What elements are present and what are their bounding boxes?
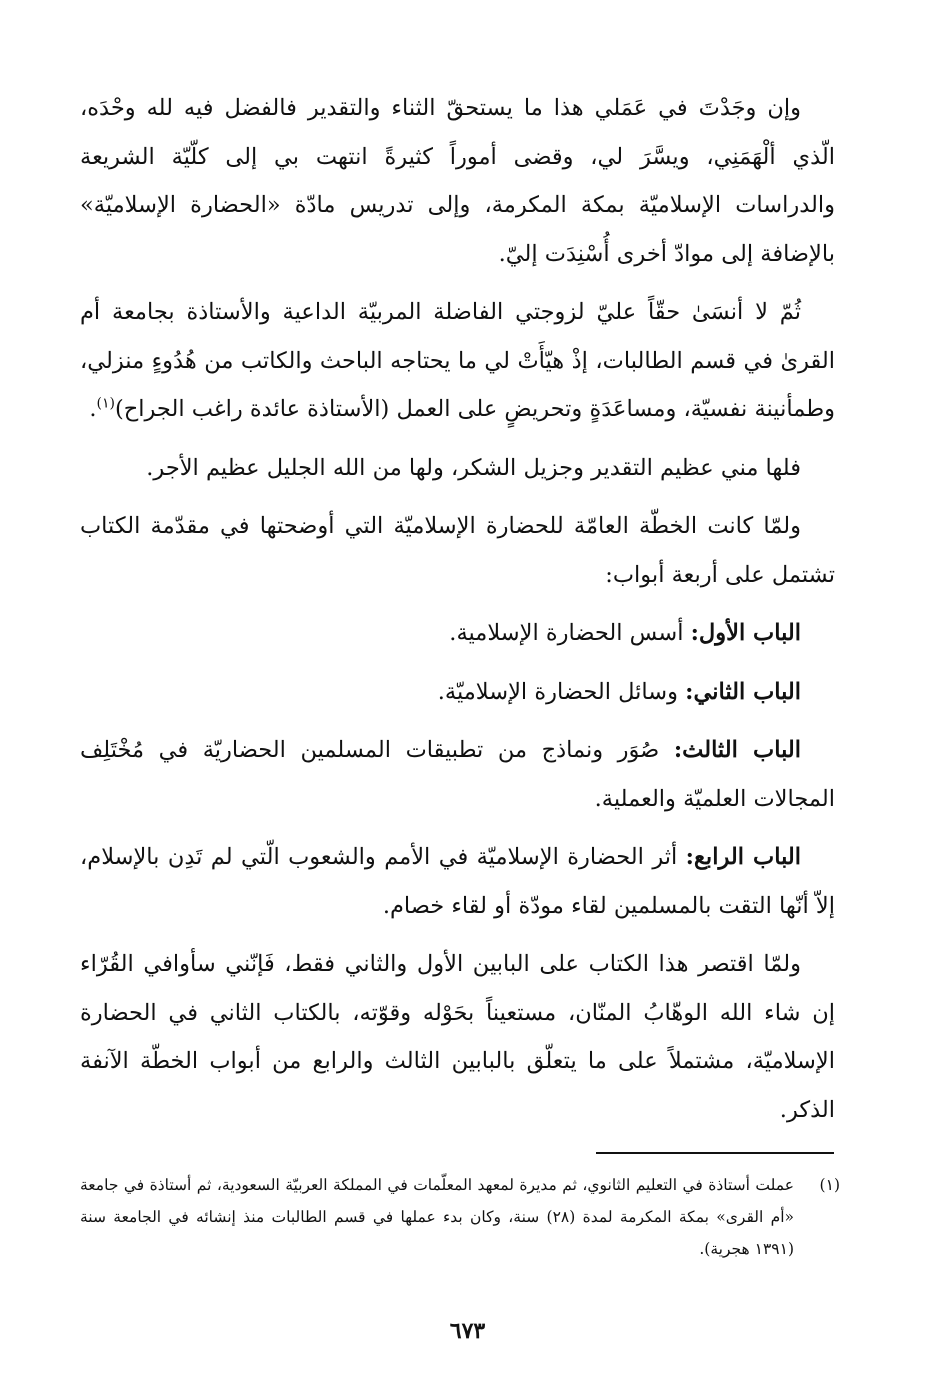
chapter-4-label: الباب الرابع: xyxy=(685,844,801,870)
page-number: ٦٧٣ xyxy=(449,1318,486,1344)
chapter-2-title: وسائل الحضارة الإسلاميّة. xyxy=(437,678,678,705)
chapter-4-title: أثر الحضارة الإسلاميّة في الأمم والشعوب الّتي لم تَدِن بالإسلام، إلاّ أنّها التقت بالمسلمين لقاء مودّة أو لقاء خصام. xyxy=(80,844,835,919)
paragraph-3: فلها مني عظيم التقدير وجزيل الشكر، ولها من الله الجليل عظيم الأجر. xyxy=(146,454,801,481)
main-text xyxy=(80,84,835,1144)
chapter-3-title: صُوَر ونماذج من تطبيقات المسلمين الحضاريّة في مُخْتَلِف المجالات العلميّة والعملية. xyxy=(80,737,835,812)
chapter-2-label: الباب الثاني: xyxy=(685,678,801,705)
paragraph-1: وإن وجَدْتَ في عَمَلي هذا ما يستحقّ الثناء والتقدير فالفضل فيه لله وحْدَه، الّذي ألْهَمَنِي، ويسَّرَ لي، وقضى أموراً كثيرةً انتهت بي إلى كلّيّة الشريعة والدراسات الإسلاميّة بمكة المكرمة، وإلى تدريس مادّة «الحضارة الإسلاميّة» بالإضافة إلى موادّ أخرى أُسْنِدَت إليّ. xyxy=(80,95,835,267)
chapter-3 xyxy=(80,726,835,823)
chapter-1 xyxy=(80,609,835,658)
chapter-1-label: الباب الأول: xyxy=(690,620,801,646)
footnote-text: عملت أستاذة في التعليم الثانوي، ثم مديرة لمعهد المعلّمات في المملكة العربيّة السعودية، ثم أستاذة في جامعة «أم القرى» بمكة المكرمة لمدة (٢٨) سنة، وكان بدء عملها في قسم الطالبات منذ إنشائه في الجامعة سنة (١٣٩١ هجرية). xyxy=(80,1176,795,1258)
paragraph-5: ولمّا اقتصر هذا الكتاب على البابين الأول والثاني فقط، فَإنّني سأوافي القُرّاء إن شاء الله الوهّابُ المنّان، مستعيناً بحَوْله وقوّته، بالكتاب الثاني في الحضارة الإسلاميّة، مشتملاً على ما يتعلّق بالبابين الثالث والرابع من أبواب الخطّة الآنفة الذكر. xyxy=(80,951,835,1123)
footnote-number: (١) xyxy=(819,1176,840,1194)
paragraph-2-end: . xyxy=(89,396,97,422)
paragraph-2 xyxy=(80,288,835,434)
chapter-3-label: الباب الثالث: xyxy=(673,737,801,763)
footnote-divider xyxy=(596,1152,834,1154)
paragraph-4: ولمّا كانت الخطّة العامّة للحضارة الإسلاميّة التي أوضحتها في مقدّمة الكتاب تشتمل على أربعة أبواب: xyxy=(80,513,835,588)
chapter-2 xyxy=(80,668,835,717)
footnotes xyxy=(80,1169,840,1265)
chapter-4 xyxy=(80,833,835,930)
footnote-reference[interactable]: (١) xyxy=(96,395,115,412)
footnote-1 xyxy=(80,1169,840,1265)
chapter-1-title: أسس الحضارة الإسلامية. xyxy=(449,620,684,646)
paragraph-2-text: ثُمّ لا أنسَىٰ حقّاً عليّ لزوجتي الفاضلة المربيّة الداعية والأستاذة بجامعة أم القرىٰ في قسم الطالبات، إذْ هيّأَتْ لي ما يحتاجه الباحث والكاتب من هُدُوءٍ منزلي، وطمأنينة نفسيّة، ومساعَدَةٍ وتحريضٍ على العمل (الأستاذة عائدة راغب الجراح) xyxy=(80,299,835,422)
